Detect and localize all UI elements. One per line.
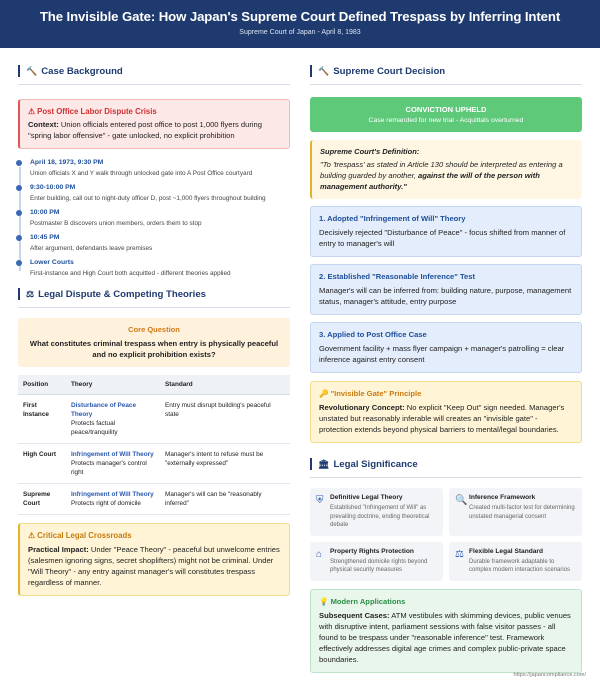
decision-point: 1. Adopted "Infringement of Will" Theory Decisively rejected "Disturbance of Peace" - focus shifted from manner of entry to manager's will [310, 206, 582, 257]
search-icon: 🔍 [455, 495, 468, 506]
key-icon: 🔑 [319, 389, 331, 398]
core-question-box: Core Question What constitutes criminal trespass when entry is physically peaceful and no explicit prohibition exists? [18, 318, 290, 367]
significance-card: ⌂ Property Rights Protection Strengthened domicile rights beyond physical security measures [310, 542, 443, 581]
decision-point: 2. Established "Reasonable Inference" Test Manager's will can be inferred from: building nature, purpose, management status, manager's attitude, entry purpose [310, 264, 582, 315]
timeline-event: April 18, 1973, 9:30 PM Union officials X and Y walk through unlocked gate into A Post Office courtyard [30, 159, 290, 177]
modern-applications-box: 💡 Modern Applications Subsequent Cases: ATM vestibules with skimming devices, public venues with disruptive intent, parliament sessions with false visitor passes - all found to be trespass under "reasonable inference" test. Framework effectively addresses digital age crimes and complex public-private space boundaries. [310, 589, 582, 673]
crisis-box: ⚠ Post Office Labor Dispute Crisis Context: Union officials entered post office to post 1,000 flyers during "spring labor offensive" - gate unlocked, no explicit prohibition [18, 99, 290, 149]
table-header-row: Position Theory Standard [18, 375, 290, 395]
timeline-event: 10:00 PM Postmaster B discovers union members, orders them to stop [30, 209, 290, 227]
table-row: High Court Infringement of Will Theory Protects manager's control right Manager's intent to refuse must be "externally expressed" [18, 444, 290, 484]
warning-icon: ⚠ [28, 107, 38, 116]
significance-card: 🔍 Inference Framework Created multi-factor test for determining unstated managerial consent [449, 488, 582, 536]
gavel-icon: 🔨 [26, 65, 38, 76]
significance-grid [310, 488, 582, 581]
home-icon: ⌂ [316, 548, 323, 560]
crossroads-box: ⚠ Critical Legal Crossroads Practical Impact: Under "Peace Theory" - peaceful but unwelcome entries (salesmen ignoring signs, secret shoplifters) might not be criminal. Under "Will Theory" - any entry against manager's will constitutes trespass regardless of manner. [18, 523, 290, 596]
significance-card: ⚖ Flexible Legal Standard Durable framework adaptable to complex modern interaction scenarios [449, 542, 582, 581]
lightbulb-icon: 💡 [319, 596, 331, 606]
page-title: The Invisible Gate: How Japan's Supreme Court Defined Trespass by Inferring Intent [39, 9, 561, 24]
section-supreme-court-decision: 🔨 Supreme Court Decision [310, 64, 582, 78]
section-legal-significance: 🏛 Legal Significance [310, 457, 582, 471]
theories-table [18, 375, 290, 515]
landmark-icon: 🏛 [318, 458, 330, 469]
timeline [18, 159, 290, 277]
definition-box: Supreme Court's Definition: "To 'trespass' as stated in Article 130 should be interpreted as entering a building guarded by another, against the will of the person with management authority." [310, 140, 582, 199]
balance-icon: ⚖ [455, 548, 464, 560]
timeline-event: 10:45 PM After argument, defendants leave premises [30, 234, 290, 252]
decision-point: 3. Applied to Post Office Case Government facility + mass flyer campaign + manager's patrolling = clear inference against entry consent [310, 322, 582, 373]
significance-card: ⛨ Definitive Legal Theory Established "Infringement of Will" as prevailing doctrine, ending theoretical debate [310, 488, 443, 536]
page-subtitle: Supreme Court of Japan - April 8, 1983 [239, 29, 361, 36]
footer-url[interactable]: https://japancompliance.com/ [513, 672, 586, 678]
timeline-event: 9:30-10:00 PM Enter building, call out to night-duty officer D, post ~1,000 flyers throughout building [30, 184, 290, 202]
scales-icon: ⚖ [26, 288, 35, 299]
table-row: First Instance Disturbance of Peace Theory Protects factual peace/tranquility Entry must disrupt building's peaceful state [18, 395, 290, 444]
principle-box: 🔑 "Invisible Gate" Principle Revolutionary Concept: No explicit "Keep Out" sign needed. Manager's unstated but reasonably inferable will creates an "invisible gate" - protection extends beyond physical barriers to mental/legal boundaries. [310, 381, 582, 443]
right-column [310, 64, 582, 673]
left-column [18, 64, 290, 596]
page-header [0, 0, 600, 48]
warning-icon: ⚠ [28, 531, 38, 540]
gavel-icon: 🔨 [318, 65, 330, 76]
section-case-background: 🔨 Case Background [18, 64, 290, 78]
verdict-banner: CONVICTION UPHELD Case remanded for new trial - Acquittals overturned [310, 97, 582, 132]
timeline-event: Lower Courts First-instance and High Court both acquitted - different theories applied [30, 259, 290, 277]
shield-icon: ⛨ [316, 495, 324, 506]
table-row: Supreme Court Infringement of Will Theory Protects right of domicile Manager's will can be "reasonably inferred" [18, 484, 290, 515]
section-legal-dispute: ⚖ Legal Dispute & Competing Theories [18, 287, 290, 301]
